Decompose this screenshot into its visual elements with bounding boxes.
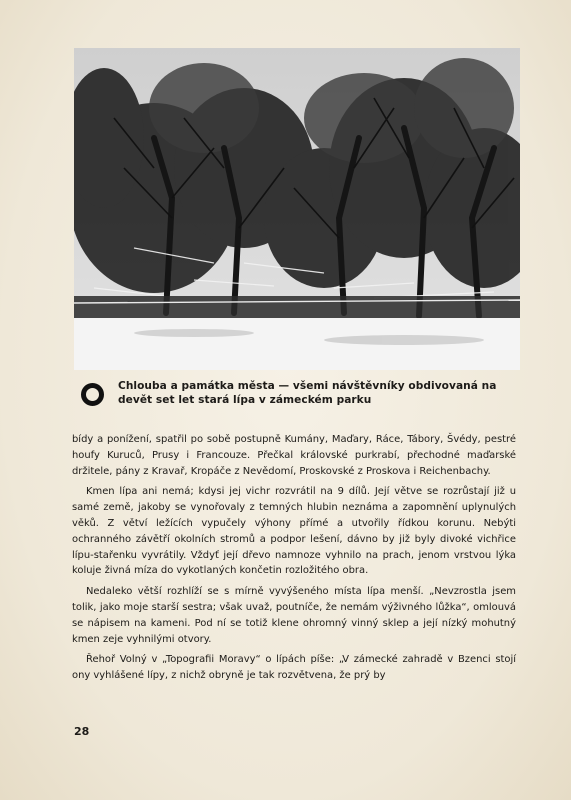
- photo-caption: Chlouba a památka města — všemi návštěvníky obdivovaná na devět set let stará lípa v zámeckém parku: [118, 380, 497, 406]
- article-body: [72, 432, 516, 689]
- page-number: 28: [74, 725, 90, 738]
- paragraph-4: Řehoř Volný v „Topografii Moravy“ o lípách píše: „V zámecké zahradě v Bzenci stojí ony vyhlášené lípy, z nichž obryně je tak rozvětvena, že prý by: [72, 654, 516, 682]
- caption-bullet-icon: [81, 383, 104, 406]
- paragraph-2: Kmen lípa ani nemá; kdysi jej vichr rozvrátil na 9 dílů. Její větve se rozrůstají již u samé země, jakoby se vynořovaly z temných hlubin neznáma a zapomnění uplynulých věků. Z větví ležících vypučely výhony přímé a utvořily řídkou korunu. Nebýti ochranného závětří okolních stromů a podpor lešení, dávno by již byly divoké vichřice lípu-stařenku vyvrátily. Vždyť její dřevo namnoze vyhnilo na prach, jenom vrstvou lýka koluje živná míza do vykotlaných končetin rozložitého obra.: [72, 486, 516, 577]
- trees-illustration: [74, 48, 520, 370]
- winter-park-photo: [74, 48, 520, 370]
- paragraph-3: Nedaleko větší rozhlíží se s mírně vyvýšeného místa lípa menší. „Nevzrostla jsem tolik, jako moje starší sestra; však uvaž, poutníče, že nemám výživného lůžka“, omlouvá se nápisem na kameni. Pod ní se totiž klene ohromný vinný sklep a její nízký mohutný kmen zeje vyhnilými otvory.: [72, 586, 516, 645]
- paragraph-1: bídy a ponížení, spatřil po sobě postupně Kumány, Maďary, Ráce, Tábory, Švédy, pestré houfy Kuruců, Prusy i Francouze. Přečkal královské purkrabí, přechodné maďarské držitele, pány z Kravař, Kropáče z Nevědomí, Proskovské z Proskova i Reichenbachy.: [72, 434, 516, 477]
